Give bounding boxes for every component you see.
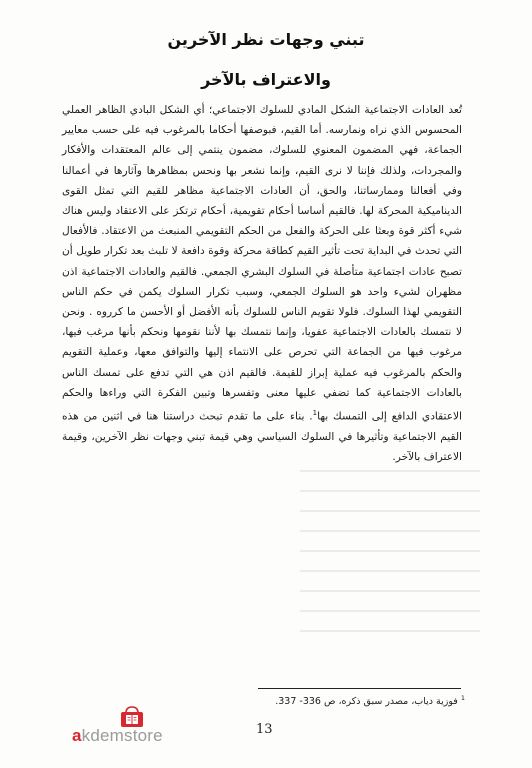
show-through-text: [300, 470, 480, 650]
body-text-part-2: . بناء على ما تقدم تبحث دراستنا هنا في اثنين من هذه القيم الاجتماعية وتأثيرها في السلوك السياسي وهي قيمة تبني وجهات نظر الآخرين، وقيمة الاعتراف بالآخر.: [62, 410, 462, 463]
page-title-line-2: والاعتراف بالآخر: [201, 70, 331, 89]
page-number: 13: [256, 722, 273, 737]
body-text-part-1: تُعد العادات الاجتماعية الشكل المادي للسلوك الاجتماعي؛ أي الشكل البادي الظاهر العملي المحسوس الذي نراه ونمارسه. أما القيم، فبوصفها أحكاما بالمرغوب فيه على حسب معايير الجماعة، فهي المضمون المعنوي للسلوك، مضمون ينتمي إلى عالم المعتقدات والأفكار والمجردات، ولذلك فإننا لا نرى القيم، وإنما نشعر بها ونحس بمظاهرها وآثارها في أعمالنا وفي أفعالنا وممارساتنا، والحق، أن العادات الاجتماعية مظاهر للقيم التي تمثل القوى الديناميكية المحركة لها. فالقيم أساسا أحكام تقويمية، أحكام ترتكز على الاعتقاد وليس هناك شيء أكثر قوة وبعثا على الحركة والفعل من الحكم التقويمي المنبعث من الاعتقاد. فالأفعال التي تحدث في البداية تحت تأثير القيم كطاقة محركة وقوة دافعة لا تلبث بعد تكرار طويل أن تصبح عادات اجتماعية متأصلة في السلوك البشري الجمعي. فالقيم والعادات الاجتماعية اذن مظهران لشيء واحد هو السلوك الجمعي، وسبب تكرار السلوك يكمن في حكم الناس التقويمي لهذا السلوك. فلولا تقويم الناس للسلوك بأنه الأفضل أو الأحسن ما كرروه . ونحن لا نتمسك بالعادات الاجتماعية عفويا، وإنما نتمسك بها لأننا نقومها ونحكم بأنها مرغب فيها، مرغوب فيها من الجماعة التي تحرص على الانتماء إليها والتوافق معها، وعملية التقويم والحكم بالمرغوب فيه عملية إبراز للقيمة. فالقيم اذن هي التي تدفع على تمسك الناس بالعادات الاجتماعية كما تضفي عليها معنى وتفسرها وتبين الفكرة التي وراءها والحكم الاعتقادي الدافع إلى التمسك بها: [62, 104, 462, 423]
page-title-line-1: تبني وجهات نظر الآخرين: [167, 30, 365, 49]
footnote-text: فوزية دياب، مصدر سبق ذكره، ص 336- 337.: [275, 696, 458, 708]
footnote-number: 1: [460, 694, 465, 702]
logo-wordmark: [72, 726, 163, 746]
note-reference[interactable]: 1: [312, 409, 318, 418]
akdemstore-logo: [72, 706, 198, 744]
bookstore-bag-icon: [118, 706, 146, 728]
footnote-separator: [258, 688, 461, 689]
footnote: [220, 694, 465, 707]
logo-word-rest: kdemstore: [81, 726, 163, 745]
body-paragraph: [62, 100, 462, 467]
logo-letter-a: a: [72, 726, 82, 745]
